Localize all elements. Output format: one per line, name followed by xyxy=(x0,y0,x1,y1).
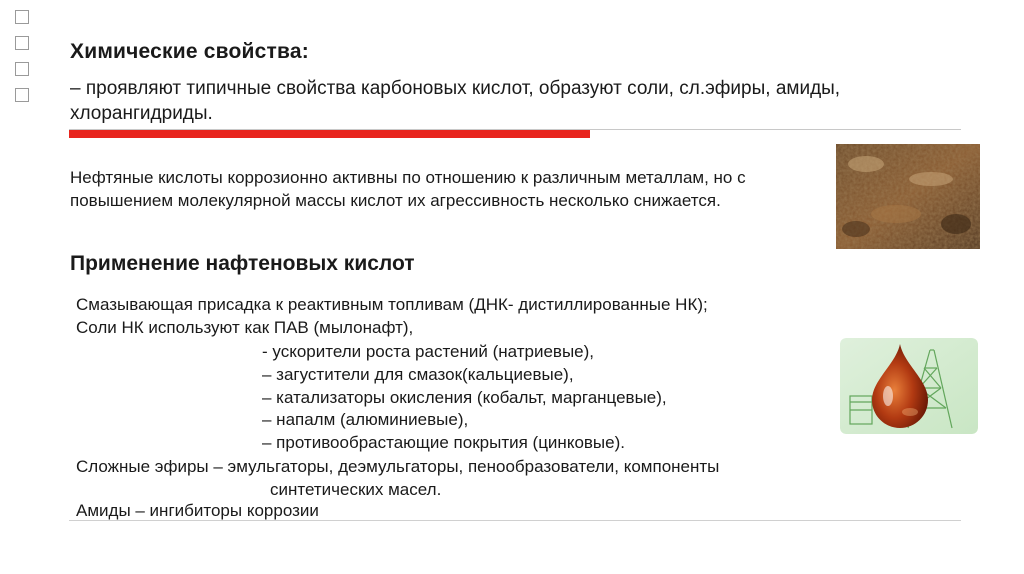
application-line: – напалм (алюминиевые), xyxy=(262,410,469,429)
application-line: – загустители для смазок(кальциевые), xyxy=(262,365,574,384)
application-line: – катализаторы окисления (кобальт, марганцевые), xyxy=(262,388,667,407)
application-line: Сложные эфиры – эмульгаторы, деэмульгаторы, пенообразователи, компоненты xyxy=(76,457,720,476)
decor-square xyxy=(15,88,29,102)
application-line: синтетических масел. xyxy=(270,480,442,499)
application-line: – противообрастающие покрытия (цинковые). xyxy=(262,433,625,452)
heading-chemical-properties: Химические свойства: xyxy=(70,40,309,63)
decor-square xyxy=(15,62,29,76)
application-line: Смазывающая присадка к реактивным топливам (ДНК- дистиллированные НК); xyxy=(76,295,708,314)
oil-drop-derrick-image xyxy=(840,338,978,434)
application-line: - ускорители роста растений (натриевые), xyxy=(262,342,595,361)
decor-square xyxy=(15,36,29,50)
bottom-divider xyxy=(69,520,961,521)
heading-application: Применение нафтеновых кислот xyxy=(70,252,415,275)
application-line: Соли НК используют как ПАВ (мылонафт), xyxy=(76,318,414,337)
intro-text: – проявляют типичные свойства карбоновых кислот, образуют соли, сл.эфиры, амиды, хлорангидриды. xyxy=(70,78,841,124)
application-line: Амиды – ингибиторы коррозии xyxy=(76,501,319,520)
decor-square xyxy=(15,10,29,24)
accent-bar xyxy=(69,130,590,138)
corroded-metal-photo xyxy=(836,144,980,249)
corrosion-paragraph: Нефтяные кислоты коррозионно активны по отношению к различным металлам, но с повышением молекулярной массы кислот их агрессивность несколько снижается. xyxy=(70,168,746,210)
